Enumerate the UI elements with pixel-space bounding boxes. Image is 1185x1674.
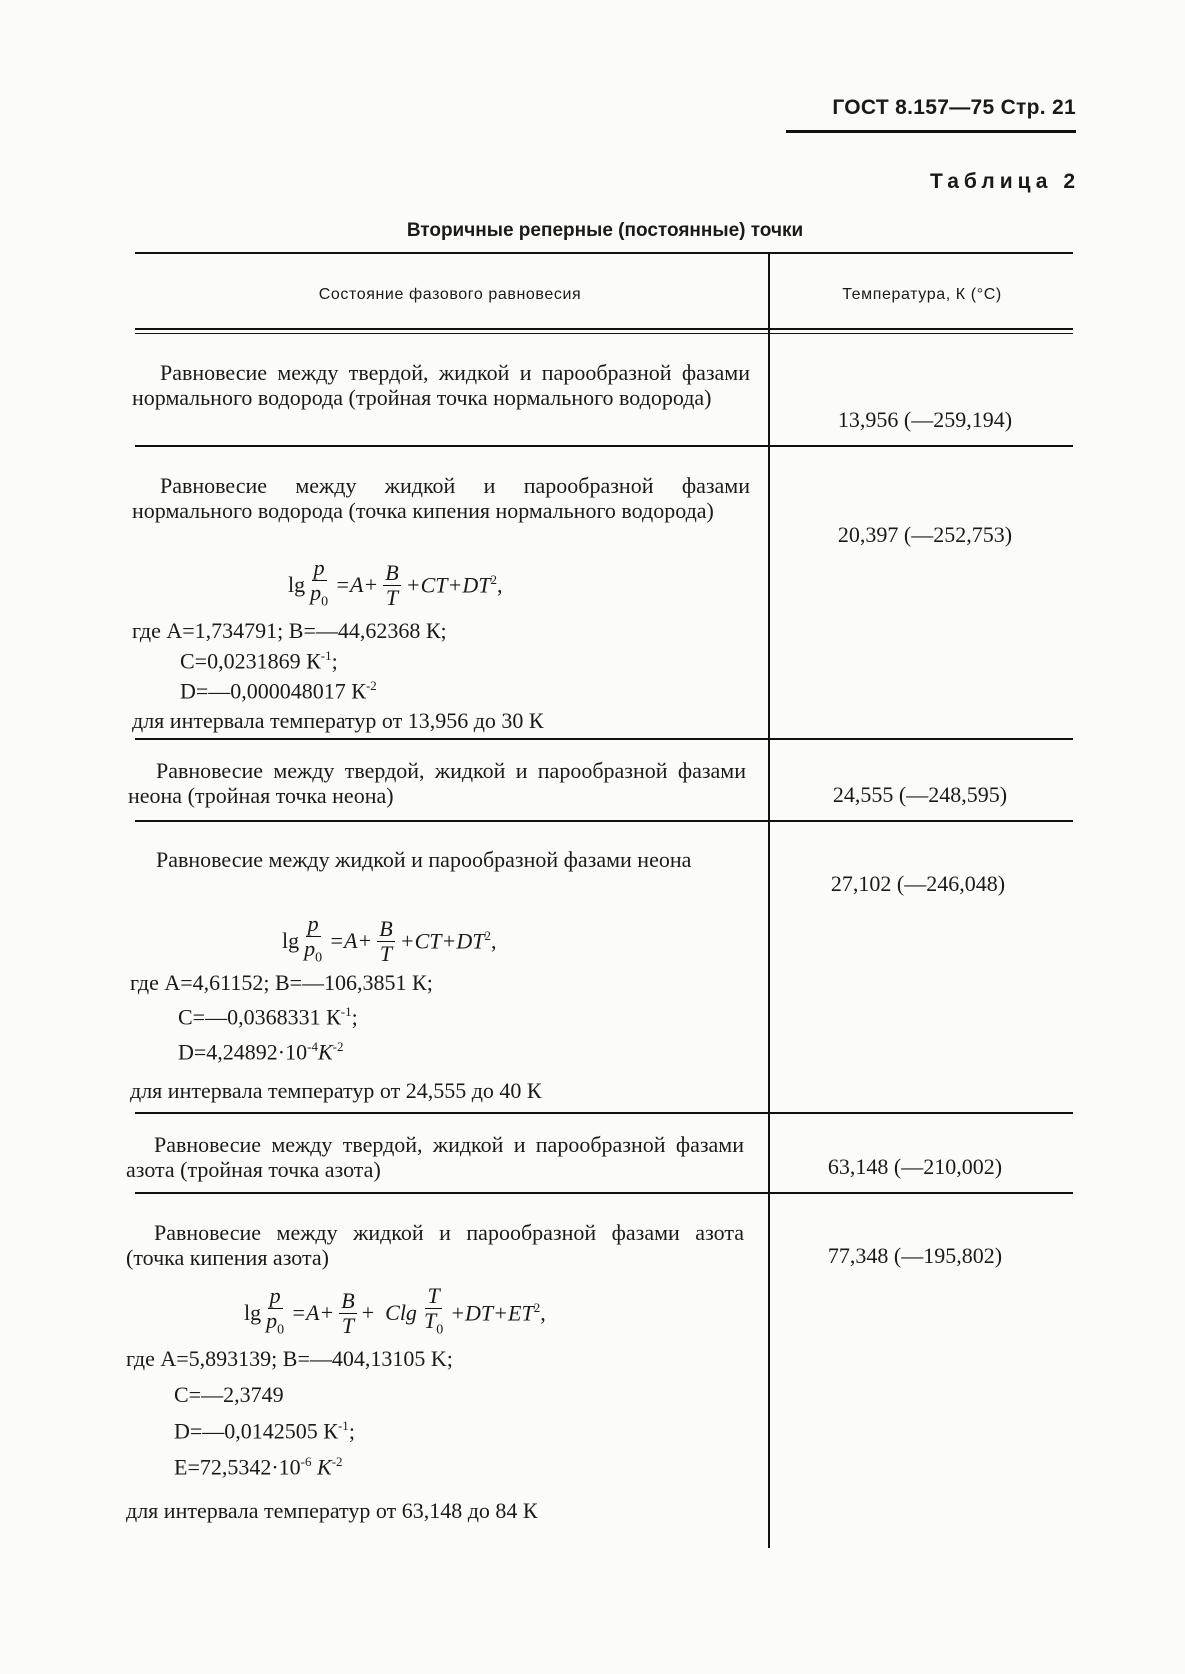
row-1-temperature: 13,956 (—259,194): [837, 407, 1013, 432]
table-label: Таблица 2: [929, 170, 1080, 193]
row-4-param-c: C=—0,0368331 $К^{-1}$;: [178, 1004, 358, 1030]
fraction-p-p0: $\frac{p}{p_0}$: [266, 1283, 285, 1338]
formula-tail: +CT+DT: [399, 928, 485, 954]
formula-eq: =A+: [329, 928, 373, 954]
row-4-param-d: $D=4,24892\cdot 10^{-4}K^{-2}$: [178, 1039, 344, 1065]
row-6-param-ab: где A=5,893139; B=—404,13105 K;: [126, 1346, 453, 1371]
row-1-state: Равновесие между твердой, жидкой и парообразной фазами нормального водорода (тройная точка нормального водорода): [132, 360, 750, 410]
formula-clg: Clg: [385, 1300, 417, 1326]
row-2-temperature: 20,397 (—252,753): [837, 522, 1013, 547]
header-bottom-rule: [135, 328, 1073, 330]
row-6-param-d: D=—0,0142505 $К^{-1}$;: [174, 1418, 355, 1444]
row-rule-3: [135, 820, 1073, 822]
fraction-p-p0: $\frac{p}{p_0}$: [304, 911, 323, 966]
row-3-temperature: 24,555 (—248,595): [832, 782, 1008, 807]
row-6-range: для интервала температур от 63,148 до 84 К: [126, 1498, 538, 1523]
row-4-formula: lg $\frac{p}{p_0}$ =A+ $\frac{B}{T}$ $+CT+DT^2$,: [282, 912, 498, 970]
formula-lg: lg: [288, 572, 306, 598]
row-rule-2: [135, 738, 1073, 740]
fraction-p-p0: $\frac{p}{p_0}$: [310, 555, 329, 610]
fraction-b-t: $\frac{B}{T}$: [379, 915, 393, 966]
fraction-b-t: $\frac{B}{T}$: [385, 559, 399, 610]
row-6-state: Равновесие между жидкой и парообразной фазами азота (точка кипения азота): [126, 1220, 744, 1270]
formula-lg: lg: [244, 1300, 262, 1326]
table-title: Вторичные реперные (постоянные) точки: [406, 220, 804, 241]
row-4-state: Равновесие между жидкой и парообразной фазами неона: [156, 847, 692, 872]
formula-tail: +CT+DT: [405, 572, 491, 598]
row-6-temperature: 77,348 (—195,802): [827, 1243, 1003, 1268]
fraction-b-t: $\frac{B}{T}$: [341, 1287, 355, 1338]
formula-tail: +DT+ET: [450, 1300, 534, 1326]
row-2-formula: lg $\frac{p}{p_0}$ =A+ $\frac{B}{T}$ $+CT+DT^2$,: [288, 556, 504, 614]
row-5-state: Равновесие между твердой, жидкой и парообразной фазами азота (тройная точка азота): [126, 1132, 744, 1182]
row-6-formula: lg $\frac{p}{p_0}$ =A+ $\frac{B}{T}$ + Clg $\frac{T}{T_0}$ $+DT+ET^2$,: [244, 1284, 548, 1342]
row-2-range: для интервала температур от 13,956 до 30 К: [132, 708, 544, 733]
fraction-t-t0: $\frac{T}{T_0}$: [423, 1283, 444, 1338]
row-rule-5: [135, 1192, 1073, 1194]
formula-eq: =A+: [335, 572, 379, 598]
row-2-state: Равновесие между жидкой и парообразной фазами нормального водорода (точка кипения нормального водорода): [132, 473, 750, 523]
formula-eq: =A+: [291, 1300, 335, 1326]
table-top-rule: [135, 252, 1073, 254]
row-4-temperature: 27,102 (—246,048): [830, 871, 1006, 896]
formula-lg: lg: [282, 928, 300, 954]
running-head: ГОСТ 8.157—75 Стр. 21: [832, 96, 1076, 119]
row-2-param-ab: где A=1,734791; B=—44,62368 К;: [132, 618, 447, 643]
row-6-param-e: $E=72,5342\cdot 10^{-6}$ $K^{-2}$: [174, 1454, 343, 1480]
row-3-state: Равновесие между твердой, жидкой и парообразной фазами неона (тройная точка неона): [128, 758, 746, 808]
row-4-range: для интервала температур от 24,555 до 40 К: [130, 1078, 542, 1103]
header-bottom-rule-2: [135, 333, 1073, 334]
row-2-param-c: C=0,0231869 $К^{-1}$;: [180, 648, 338, 674]
column-header-temperature: Температура, К (°С): [842, 286, 1002, 303]
header-rule: [786, 130, 1076, 133]
row-4-param-ab: где A=4,61152; B=—106,3851 К;: [130, 970, 433, 995]
row-2-param-d: D=—0,000048017 $К^{-2}$: [180, 678, 377, 704]
row-6-param-c: C=—2,3749: [174, 1382, 284, 1407]
row-rule-4: [135, 1112, 1073, 1114]
column-divider: [768, 254, 770, 1548]
row-5-temperature: 63,148 (—210,002): [827, 1154, 1003, 1179]
column-header-state: Состояние фазового равновесия: [318, 286, 582, 303]
row-rule-1: [135, 445, 1073, 447]
